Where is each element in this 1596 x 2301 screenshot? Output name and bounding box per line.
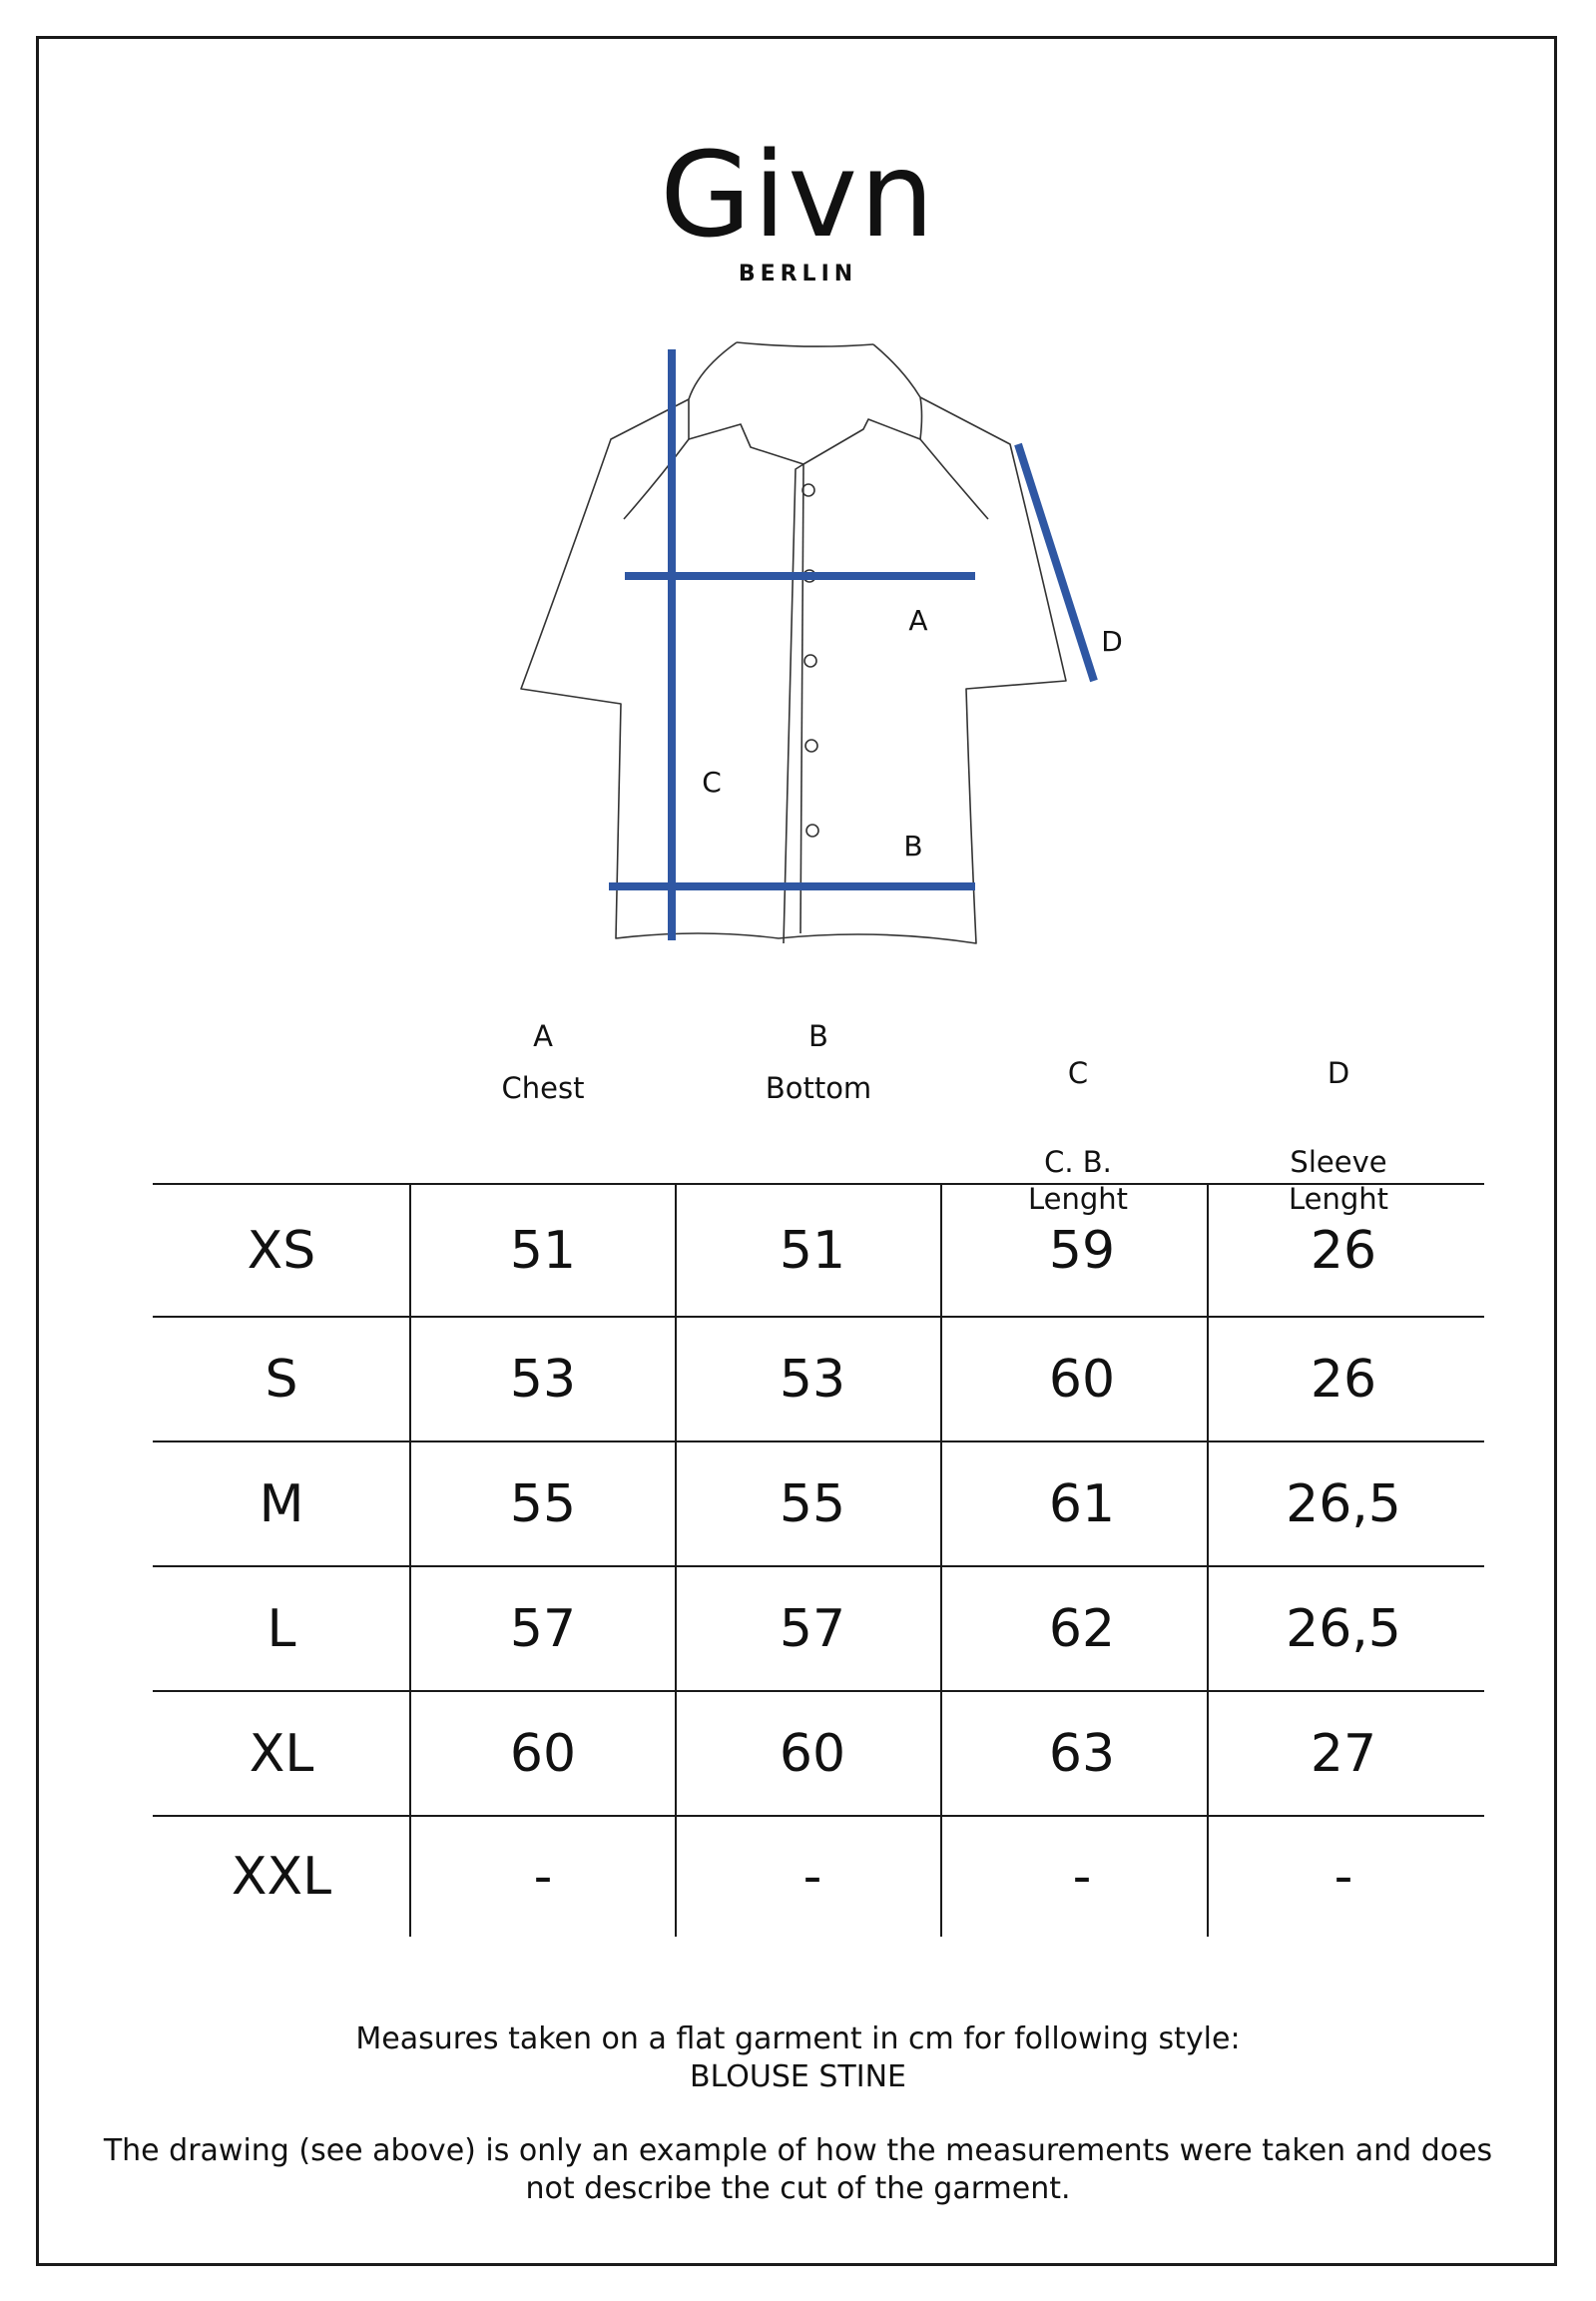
- value-cell: -: [1333, 1847, 1353, 1907]
- size-cell: XS: [247, 1220, 316, 1281]
- brand-city: BERLIN: [738, 262, 858, 287]
- value-cell: -: [533, 1847, 553, 1907]
- size-cell: XL: [249, 1723, 314, 1784]
- brand-logo: Givn: [660, 126, 936, 264]
- table-row: [153, 1440, 1484, 1565]
- size-cell: L: [266, 1598, 296, 1659]
- table-row: [153, 1815, 1484, 1937]
- measure-line-d: [1018, 444, 1094, 681]
- value-cell: 60: [509, 1723, 577, 1784]
- value-cell: 53: [509, 1349, 577, 1410]
- footer-line: Measures taken on a flat garment in cm for following style:: [355, 2021, 1241, 2056]
- value-cell: 26,5: [1286, 1473, 1401, 1534]
- column-header-chest: [443, 1018, 643, 1107]
- label-a: A: [908, 604, 928, 637]
- value-cell: -: [1072, 1847, 1092, 1907]
- column-header-bottom: [719, 1018, 918, 1107]
- column-letter: A: [533, 1019, 553, 1053]
- size-table: [153, 1183, 1484, 1937]
- value-cell: 60: [779, 1723, 846, 1784]
- table-row: [153, 1183, 1484, 1316]
- column-name: Bottom: [765, 1071, 872, 1105]
- footer-line: not describe the cut of the garment.: [525, 2171, 1071, 2206]
- value-cell: 57: [779, 1598, 846, 1659]
- footer-note: [60, 2020, 1536, 2096]
- value-cell: 26: [1310, 1349, 1377, 1410]
- size-cell: XXL: [231, 1847, 332, 1907]
- value-cell: 26,5: [1286, 1598, 1401, 1659]
- table-divider: [675, 1183, 677, 1937]
- table-divider: [1207, 1183, 1209, 1937]
- footer-style-name: BLOUSE STINE: [690, 2059, 906, 2094]
- value-cell: 51: [779, 1220, 846, 1281]
- table-row: [153, 1690, 1484, 1815]
- shirt-outline: [521, 342, 1066, 943]
- column-letter: B: [808, 1019, 828, 1053]
- column-letter: C: [1067, 1056, 1089, 1090]
- table-row: [153, 1316, 1484, 1440]
- value-cell: 53: [779, 1349, 846, 1410]
- value-cell: 51: [509, 1220, 577, 1281]
- value-cell: 60: [1048, 1349, 1116, 1410]
- measure-lines: [609, 349, 1094, 940]
- footer-line: The drawing (see above) is only an example of how the measurements were taken and does: [103, 2133, 1493, 2168]
- value-cell: 63: [1048, 1723, 1116, 1784]
- value-cell: 62: [1048, 1598, 1116, 1659]
- table-divider: [940, 1183, 942, 1937]
- value-cell: 61: [1048, 1473, 1116, 1534]
- value-cell: 59: [1048, 1220, 1116, 1281]
- value-cell: 55: [779, 1473, 846, 1534]
- column-name: Chest: [501, 1071, 585, 1105]
- value-cell: 57: [509, 1598, 577, 1659]
- value-cell: 26: [1310, 1220, 1377, 1281]
- label-b: B: [903, 830, 923, 863]
- table-divider: [409, 1183, 411, 1937]
- label-c: C: [702, 766, 722, 799]
- column-letter: D: [1327, 1056, 1350, 1090]
- size-cell: S: [265, 1349, 298, 1410]
- size-cell: M: [259, 1473, 304, 1534]
- column-name: C. B. Lenght: [1027, 1145, 1129, 1216]
- footer-disclaimer: [60, 2132, 1536, 2208]
- value-cell: 55: [509, 1473, 577, 1534]
- column-name: Sleeve Lenght: [1288, 1145, 1389, 1216]
- value-cell: -: [802, 1847, 822, 1907]
- shirt-diagram: [0, 0, 1596, 998]
- value-cell: 27: [1310, 1723, 1377, 1784]
- table-row: [153, 1565, 1484, 1690]
- label-d: D: [1101, 625, 1123, 658]
